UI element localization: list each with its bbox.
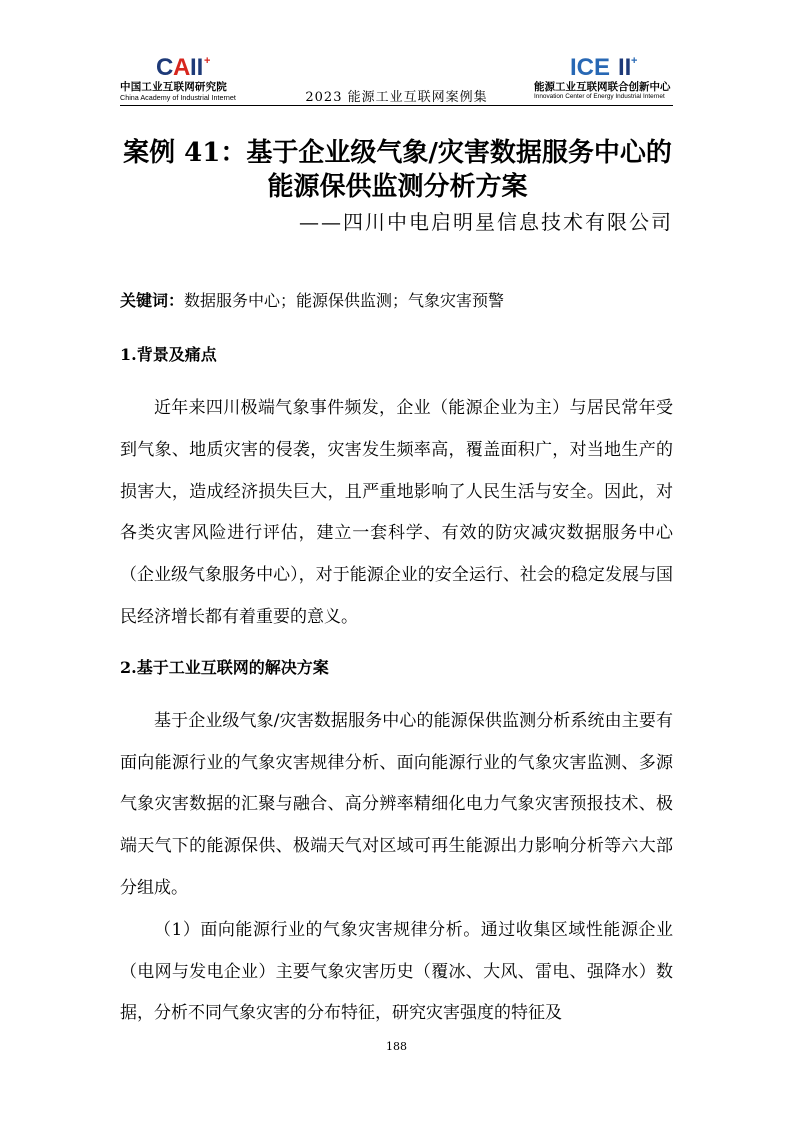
svg-text:A: A [173,54,191,78]
keywords-label: 关键词： [120,291,185,310]
caii-name-cn: 中国工业互联网研究院 [120,81,227,93]
article-body [120,286,673,1035]
iceii-logo-mark [570,54,640,78]
header-divider [120,105,673,106]
page-number: 188 [386,1040,407,1053]
section-heading: 1.背景及痛点 [120,345,217,364]
svg-text:C: C [156,54,174,78]
case-title: 案例 41：基于企业级气象/灾害数据服务中心的能源保供监测分析方案 [123,138,672,202]
svg-text:+: + [631,55,638,67]
svg-text:+: + [204,55,211,67]
paragraph: （1）面向能源行业的气象灾害规律分析。通过收集区域性能源企业（电网与发电企业）主要气象灾害历史（覆冰、大风、雷电、强降水）数据，分析不同气象灾害的分布特征，研究灾害强度的特征及 [120,919,673,1024]
paragraph: 基于企业级气象/灾害数据服务中心的能源保供监测分析系统由主要有面向能源行业的气象灾害规律分析、面向能源行业的气象灾害监测、多源气象灾害数据的汇聚与融合、高分辨率精细化电力气象灾害预报技术、极端天气下的能源保供、极端天气对区域可再生能源出力影响分析等六大部分组成。 [120,710,673,898]
case-subtitle: ——四川中电启明星信息技术有限公司 [299,210,673,234]
header-title: 2023 能源工业互联网案例集 [305,90,488,105]
section-heading: 2.基于工业互联网的解决方案 [120,657,329,677]
caii-logo-mark [156,54,226,78]
caii-name-en: China Academy of Industrial Internet [120,93,236,102]
paragraph: 近年来四川极端气象事件频发，企业（能源企业为主）与居民常年受到气象、地质灾害的侵袭，灾害发生频率高，覆盖面积广，对当地生产的损害大，造成经济损失巨大，且严重地影响了人民生活与安全。因此，对各类灾害风险进行评估，建立一套科学、有效的防灾减灾数据服务中心（企业级气象服务中心），对于能源企业的安全运行、社会的稳定发展与国民经济增长都有着重要的意义。 [120,398,673,627]
svg-text:ICE: ICE [570,54,611,78]
keywords-text: 数据服务中心；能源保供监测；气象灾害预警 [184,291,505,310]
keywords-line [120,286,673,316]
svg-text:II: II [618,54,632,78]
iceii-name-cn: 能源工业互联网联合创新中心 [534,81,671,93]
page-header [0,0,793,112]
svg-text:II: II [190,54,204,78]
iceii-name-en: Innovation Center of Energy Industrial Internet [534,93,665,100]
